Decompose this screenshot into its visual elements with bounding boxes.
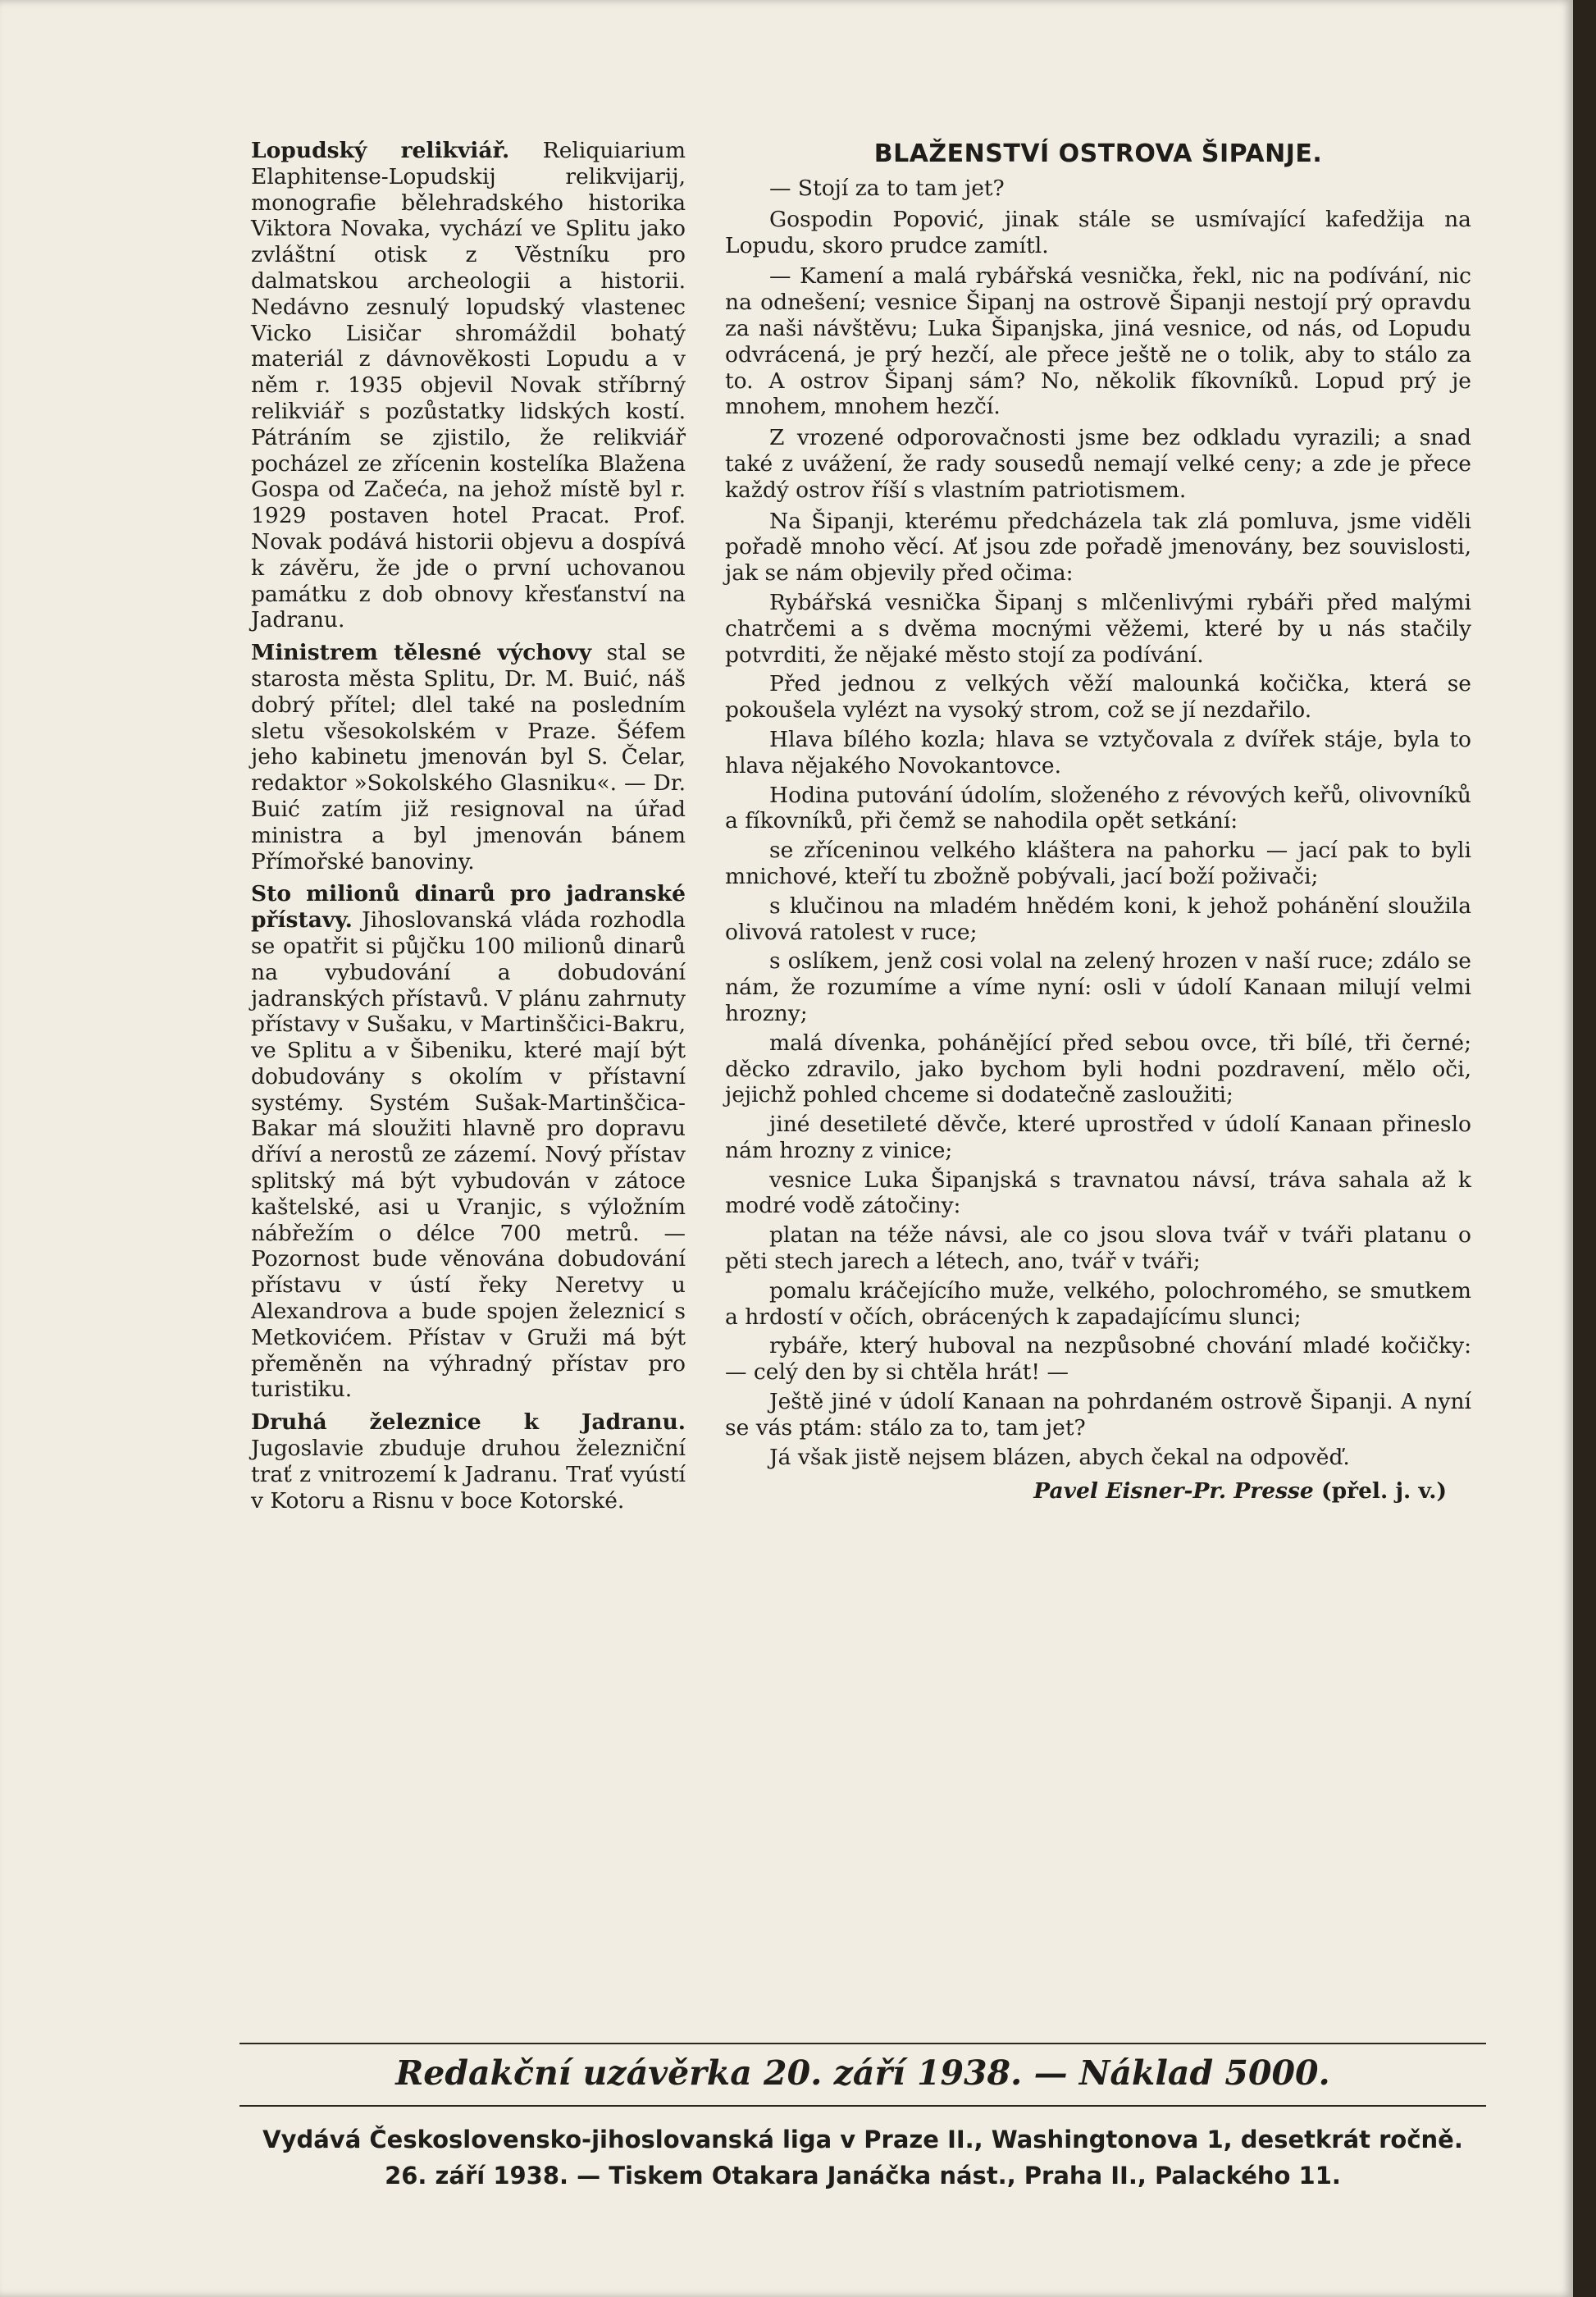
article-paragraph: s oslíkem, jenž cosi volal na zelený hrozen v naší ruce; zdálo se nám, že rozumíme a víme nyní: osli v údolí Kanaan milují velmi hrozny; [725,948,1471,1026]
feature-article [725,138,1471,1505]
article-paragraph: — Stojí za to tam jet? [769,176,1005,201]
article-paragraph: Hlava bílého kozla; hlava se vztyčovala z dvířek stáje, byla to hlava nějakého Novokantovce. [725,726,1471,779]
article-paragraph: malá dívenka, pohánějící před sebou ovce, tři bílé, tři černé; děcko zdravilo, jako bychom byli hodni pozdravení, mělo oči, jejichž pohled chceme si dodatečně zasloužiti; [725,1030,1471,1108]
publisher-line: Vydává Československo-jihoslovanská liga v Praze II., Washingtonova 1, desetkrát ročně. [262,2126,1463,2153]
article-paragraph: Hodina putování údolím, složeného z révových keřů, olivovníků a fíkovníků, při čemž se nahodila opět setkání: [725,782,1471,834]
news-item-ports [251,881,686,1403]
news-headline: Sto milionů dinarů pro jadranské přístavy. [251,881,686,934]
article-paragraph: vesnice Luka Šipanjská s travnatou návsí, tráva sahala až k modré vodě zátočiny: [725,1167,1471,1219]
article-paragraph: rybáře, který huboval na nezpůsobné chování mladé kočičky: — celý den by si chtěla hrát! — [725,1333,1471,1386]
news-body: stal se starosta města Splitu, Dr. M. Buić, náš dobrý přítel; dlel také na posledním sletu všesokolském v Praze. Šéfem jeho kabinetu jmenován byl S. Čelar, redaktor »Sokolského Glasniku«. — Dr. Buić zatím již resignoval na úřad ministra a byl jmenován bánem Přímořské banoviny. [251,640,686,875]
article-paragraph: s klučinou na mladém hnědém koni, k jehož pohánění sloužila olivová ratolest v ruce; [725,893,1471,945]
news-headline: Lopudský relikviář. [251,138,510,163]
footer-top-rule [239,2043,1486,2044]
signature-credit: (přel. j. v.) [1321,1478,1447,1505]
article-paragraph: platan na téže návsi, ale co jsou slova tvář v tváři platanu o pěti stech jarech a létech, ano, tvář v tváři; [725,1222,1471,1275]
article-paragraph: Z vrozené odporovačnosti jsme bez odkladu vyrazili; a snad také z uvážení, že rady sousedů nemají velké ceny; a zde je přece každý ostrov říší s vlastním patriotismem. [725,425,1471,503]
article-paragraph: Ještě jiné v údolí Kanaan na pohrdaném ostrově Šipanji. A nyní se vás ptám: stálo za to, tam jet? [725,1389,1471,1441]
printer-line: 26. září 1938. — Tiskem Otakara Janáčka nást., Praha II., Palackého 11. [385,2162,1341,2190]
news-item-lopud-reliquary [251,138,686,633]
article-paragraph: Gospodin Popović, jinak stále se usmívající kafedžija na Lopudu, skoro prudce zamítl. [725,206,1471,258]
footer-bottom-rule [239,2105,1486,2107]
article-paragraph: pomalu kráčejícího muže, velkého, polochromého, se smutkem a hrdostí v očích, obrácených k zapadajícímu slunci; [725,1277,1471,1330]
article-paragraph: Před jednou z velkých věží malounká kočička, která se pokoušela vylézt na vysoký strom, což se jí nezdařilo. [725,671,1471,724]
article-paragraph: se zříceninou velkého kláštera na pahorku — jací pak to byli mnichové, kteří tu zbožně pobývali, jací boží poživači; [725,838,1471,889]
news-body: Jihoslovanská vláda rozhodla se opatřit si půjčku 100 milionů dinarů na vybudování a dobudování jadranských přístavů. V plánu zahrnuty přístavy v Sušaku, v Martinščici-Bakru, ve Splitu a v Šibeniku, které mají být dobudovány s okolím v přístavní systémy. Systém Sušak-Martinščica-Bakar má sloužiti hlavně pro dopravu dříví a nerostů ze zázemí. Nový přístav splitský má být vybudován v zátoce kaštelské, asi u Vranjic, s výložním nábřežím o délce 700 metrů. — Pozornost bude věnována dobudování přístavu v ústí řeky Neretvy u Alexandrova a bude spojen železnicí s Metkovićem. Přístav v Gruži má být přeměněn na výhradný přístav pro turistiku. [251,907,686,1403]
news-headline: Druhá železnice k Jadranu. [251,1409,686,1436]
signature-author: Pavel Eisner-Pr. Presse [1033,1478,1314,1505]
editorial-deadline: Redakční uzávěrka 20. září 1938. — Náklad 5000. [395,2053,1330,2093]
news-item-railway [251,1409,686,1514]
article-paragraph: Rybářská vesnička Šipanj s mlčenlivými rybáři před malými chatrčemi a s dvěma mocnými věžemi, které by u nás stačily potvrditi, že nějaké město stojí za podívání. [725,589,1471,668]
article-paragraph: — Kamení a malá rybářská vesnička, řekl, nic na podívání, nic na odnešení; vesnice Šipanj na ostrově Šipanji nestojí prý opravdu za naši návštěvu; Luka Šipanjska, jiná vesnice, od nás, od Lopudu odvrácená, je prý hezčí, ale přece ještě ne o tolik, aby to stálo za to. A ostrov Šipanj sám? No, několik fíkovníků. Lopud prý je mnohem, mnohem hezčí. [725,263,1471,420]
article-paragraph: jiné desetileté děvče, které uprostřed v údolí Kanaan přineslo nám hrozny z vinice; [725,1112,1471,1163]
article-title: BLAŽENSTVÍ OSTROVA ŠIPANJE. [873,139,1323,168]
news-item-minister [251,640,686,875]
article-paragraph: Já však jistě nejsem blázen, abych čekal na odpověď. [769,1444,1350,1470]
article-signature [725,1478,1471,1505]
news-body: Reliquiarium Elaphitense-Lopudskij relikvijarij, monografie bělehradského historika Viktora Novaka, vychází ve Splitu jako zvláštní otisk z Věstníku pro dalmatskou archeologii a historii. Nedávno zesnulý lopudský vlastenec Vicko Lisičar shromáždil bohatý materiál z dávnověkosti Lopudu a v něm r. 1935 objevil Novak stříbrný relikviář s pozůstatky lidských kostí. Pátráním se zjistilo, že relikviář pocházel ze zřícenin kostelíka Blažena Gospa od Začeća, na jehož místě byl r. 1929 postaven hotel Pracat. Prof. Novak podává historii objevu a dospívá k závěru, že jde o první uchovanou památku z dob obnovy křesťanství na Jadranu. [251,138,686,633]
news-headline: Ministrem tělesné výchovy [251,640,592,666]
article-paragraph: Na Šipanji, kterému předcházela tak zlá pomluva, jsme viděli pořadě mnoho věcí. Ať jsou zde pořadě jmenovány, bez souvislosti, jak se nám objevily před očima: [725,508,1471,587]
publisher-imprint [239,2121,1486,2194]
news-body: Jugoslavie zbuduje druhou železniční trať z vnitrozemí k Jadranu. Trať vyústí v Kotoru a Risnu v boce Kotorské. [251,1436,686,1514]
news-column [251,138,686,1514]
